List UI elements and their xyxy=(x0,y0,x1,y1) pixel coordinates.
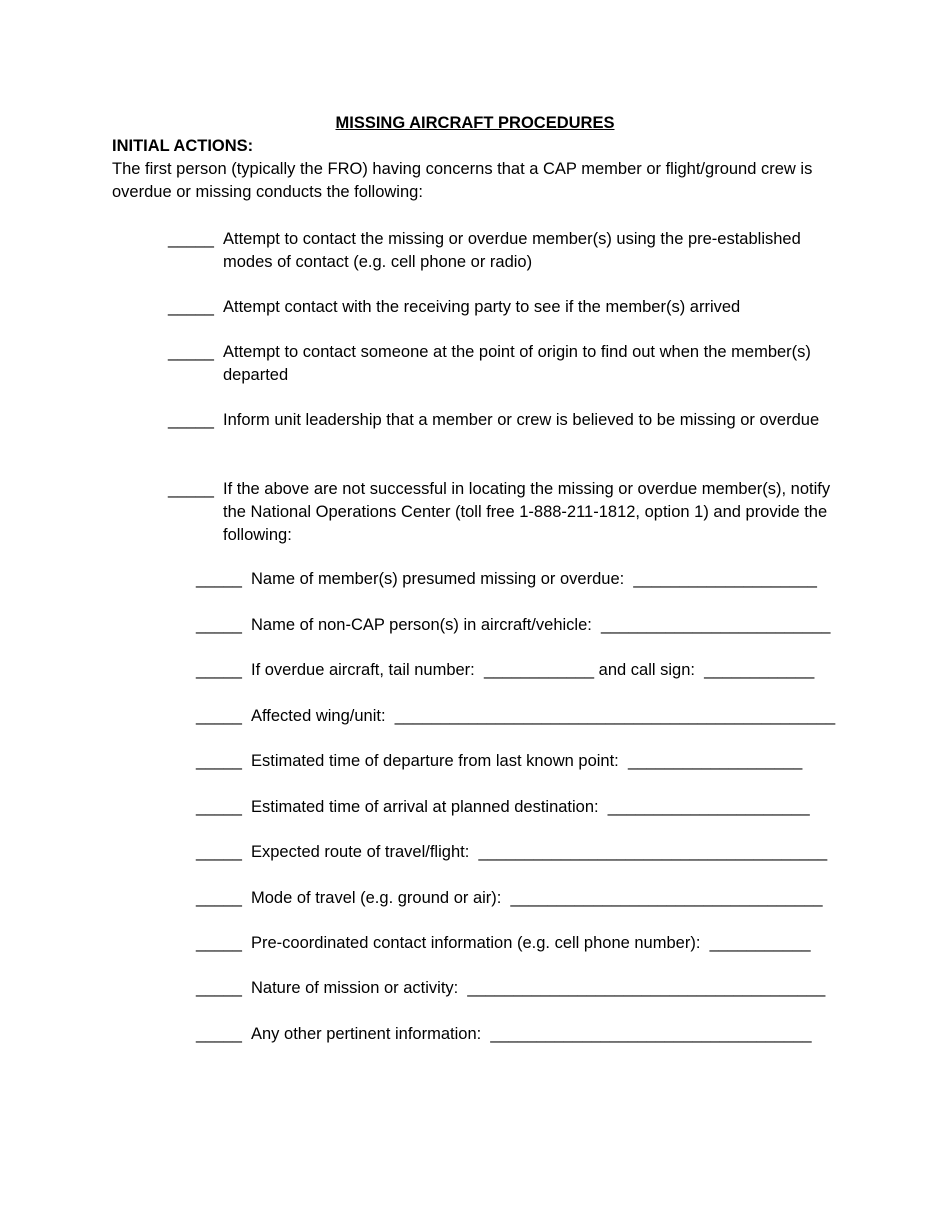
checklist-item-inform-leadership xyxy=(168,409,843,432)
checkbox-blank[interactable]: _____ xyxy=(196,934,242,952)
checklist-item-text: Attempt to contact the missing or overdue member(s) using the pre-established modes of contact (e.g. cell phone or radio) xyxy=(223,230,801,271)
call-sign-blank[interactable]: ____________ xyxy=(704,661,815,679)
checkbox-blank[interactable]: _____ xyxy=(168,480,214,498)
checkbox-blank[interactable]: _____ xyxy=(196,707,242,725)
fill-in-blank[interactable]: _________________________ xyxy=(601,616,831,634)
checkbox-blank[interactable]: _____ xyxy=(196,798,242,816)
sub-item-nature-of-mission xyxy=(196,977,825,1000)
checkbox-blank[interactable]: _____ xyxy=(196,570,242,588)
fill-in-blank[interactable]: ______________________________________ xyxy=(478,843,828,861)
sub-item-contact-information xyxy=(196,932,811,955)
checklist-item-contact-receiving-party xyxy=(168,296,843,319)
field-label: Name of member(s) presumed missing or overdue: xyxy=(251,570,625,588)
sub-item-tail-number-call-sign xyxy=(196,659,814,682)
sub-item-member-name xyxy=(196,568,817,591)
intro-paragraph: The first person (typically the FRO) having concerns that a CAP member or flight/ground crew is overdue or missing conducts the following: xyxy=(112,160,813,201)
checkbox-blank[interactable]: _____ xyxy=(196,661,242,679)
fill-in-blank[interactable]: ___________ xyxy=(709,934,811,952)
checklist-item-text: Attempt contact with the receiving party to see if the member(s) arrived xyxy=(223,298,741,316)
document-title: MISSING AIRCRAFT PROCEDURES xyxy=(335,114,615,132)
initial-actions-heading: INITIAL ACTIONS: xyxy=(112,137,254,155)
field-label: Affected wing/unit: xyxy=(251,707,386,725)
fill-in-blank[interactable]: ____________________ xyxy=(633,570,817,588)
checklist-item-text: Inform unit leadership that a member or crew is believed to be missing or overdue xyxy=(223,411,820,429)
checkbox-blank[interactable]: _____ xyxy=(168,230,214,248)
checklist-item-text: Attempt to contact someone at the point of origin to find out when the member(s) departed xyxy=(223,343,811,384)
sub-item-arrival-time xyxy=(196,796,810,819)
field-label: and call sign: xyxy=(598,661,695,679)
checkbox-blank[interactable]: _____ xyxy=(196,843,242,861)
checkbox-blank[interactable]: _____ xyxy=(168,298,214,316)
checkbox-blank[interactable]: _____ xyxy=(196,889,242,907)
sub-item-departure-time xyxy=(196,750,802,773)
sub-item-expected-route xyxy=(196,841,827,864)
checkbox-blank[interactable]: _____ xyxy=(196,1025,242,1043)
field-label: Any other pertinent information: xyxy=(251,1025,482,1043)
field-label: Estimated time of arrival at planned destination: xyxy=(251,798,599,816)
checkbox-blank[interactable]: _____ xyxy=(168,343,214,361)
sub-item-affected-wing-unit xyxy=(196,705,835,728)
checklist-item-notify-noc xyxy=(168,478,843,547)
checkbox-blank[interactable]: _____ xyxy=(168,411,214,429)
sub-item-non-cap-persons xyxy=(196,614,830,637)
field-label: If overdue aircraft, tail number: xyxy=(251,661,475,679)
sub-item-other-information xyxy=(196,1023,812,1046)
field-label: Nature of mission or activity: xyxy=(251,979,459,997)
checklist-item-text: If the above are not successful in locating the missing or overdue member(s), notify the National Operations Center (toll free 1-888-211-1812, option 1) and provide the following: xyxy=(223,480,831,544)
sub-item-mode-of-travel xyxy=(196,887,823,910)
fill-in-blank[interactable]: ___________________________________ xyxy=(490,1025,812,1043)
field-label: Name of non-CAP person(s) in aircraft/vehicle: xyxy=(251,616,592,634)
checkbox-blank[interactable]: _____ xyxy=(196,752,242,770)
fill-in-blank[interactable]: ___________________ xyxy=(627,752,803,770)
fill-in-blank[interactable]: ________________________________________________ xyxy=(394,707,836,725)
tail-number-blank[interactable]: ____________ xyxy=(483,661,595,679)
fill-in-blank[interactable]: __________________________________ xyxy=(510,889,823,907)
checkbox-blank[interactable]: _____ xyxy=(196,979,242,997)
checklist-item-contact-member xyxy=(168,228,843,274)
fill-in-blank[interactable]: ______________________ xyxy=(607,798,810,816)
checkbox-blank[interactable]: _____ xyxy=(196,616,242,634)
field-label: Estimated time of departure from last known point: xyxy=(251,752,619,770)
checklist-item-contact-origin xyxy=(168,341,843,387)
field-label: Pre-coordinated contact information (e.g. cell phone number): xyxy=(251,934,701,952)
field-label: Expected route of travel/flight: xyxy=(251,843,470,861)
field-label: Mode of travel (e.g. ground or air): xyxy=(251,889,502,907)
fill-in-blank[interactable]: _______________________________________ xyxy=(467,979,826,997)
